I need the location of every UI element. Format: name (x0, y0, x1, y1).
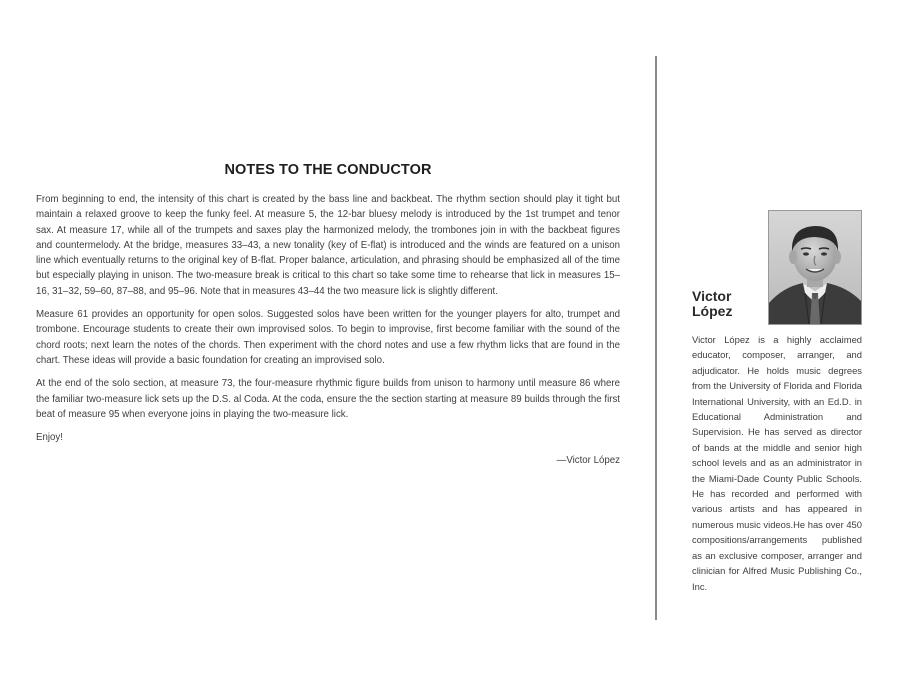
composer-portrait (768, 210, 862, 325)
bio-header (692, 208, 862, 332)
notes-signature: —Victor López (556, 455, 620, 467)
bio-text: Victor López is a highly acclaimed educator, composer, arranger, and adjudicator. He holds music degrees from the University of Florida and Florida International University, with an Ed.D. in Educational Administration and Supervision. He has served as director of bands at the middle and senior high school levels and as an administrator in the Miami-Dade County Public Schools. He has recorded and performed with various artists and has appeared in numerous music videos.He has over 450 compositions/arrangements published as an exclusive composer, arranger and clinician for Alfred Music Publishing Co., Inc. (692, 334, 862, 592)
composer-bio-section (692, 208, 862, 594)
notes-paragraph-4: Enjoy! (36, 432, 63, 444)
column-divider (655, 56, 657, 620)
notes-title: NOTES TO THE CONDUCTOR (224, 162, 432, 178)
bio-name-first: Victor (692, 288, 732, 304)
bio-name (692, 289, 732, 319)
bio-name-last: López (692, 303, 733, 319)
notes-paragraph-1: From beginning to end, the intensity of this chart is created by the bass line and backbeat. The rhythm section should play it tight but maintain a relaxed groove to keep the funky feel. At measure 5, the 12-bar bluesy melody is introduced by the 1st trumpet and tenor sax. At measure 17, while all of the trumpets and saxes play the harmonized melody, the trombones join in with the backbeat figures and countermelody. At the bridge, measures 33–43, a new tonality (key of E-flat) is introduced and the winds are featured on a unison line which eventually returns to the original key of B-flat. Proper balance, articulation, and phrasing should be emphasized all of the time but especially playing in unison. The two-measure break is critical to this chart so take some time to rehearse that lick in measures 15–16, 31–32, 59–60, 87–88, and 95–96. Note that in measures 43–44 the two measure lick is slightly different. (36, 194, 620, 297)
notes-paragraph-2: Measure 61 provides an opportunity for open solos. Suggested solos have been written for the younger players for alto, trumpet and trombone. Encourage students to create their own improvised solos. To begin to improvise, first become familiar with the sound of the chord roots; next learn the notes of the chords. Then experiment with the chord notes and use a few rhythm licks that are found in the chart. These ideas will provide a basic foundation for creating an improvised solo. (36, 309, 620, 366)
notes-paragraph-3: At the end of the solo section, at measure 73, the four-measure rhythmic figure builds from unison to harmony until measure 86 where the familiar two-measure lick sets up the D.S. al Coda. At the coda, ensure the the section starting at measure 89 builds through the first beat of measure 95 when everyone joins in playing the two-measure lick. (36, 378, 620, 420)
conductor-notes-section (36, 162, 620, 468)
